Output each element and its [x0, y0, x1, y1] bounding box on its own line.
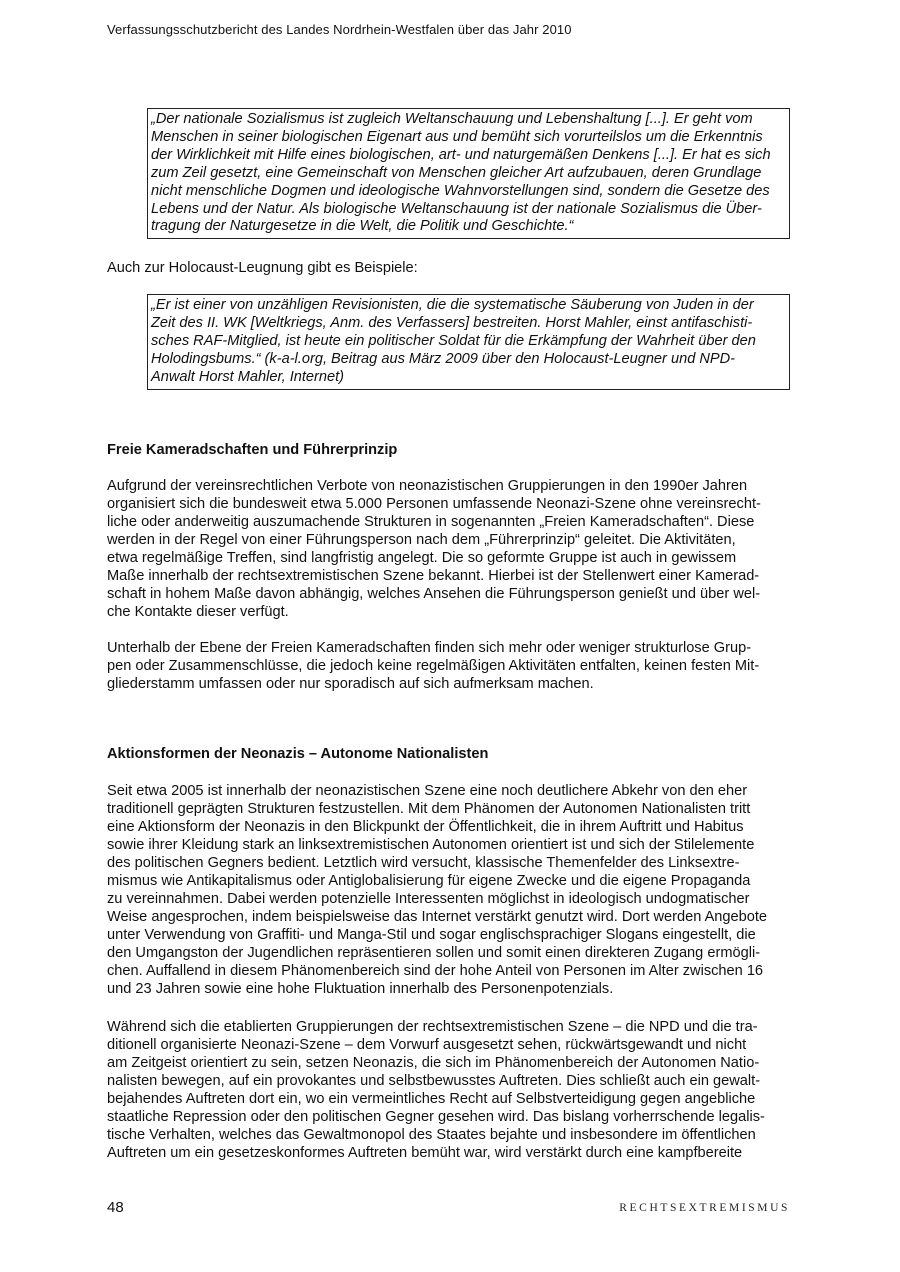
quote-line: zum Zeil gesetzt, eine Gemeinschaft von Menschen gleicher Art aufzubauen, deren Grundlage — [151, 164, 762, 181]
text-line: werden in der Regel von einer Führungsperson nach dem „Führerprinzip“ geleitet. Die Aktivitäten, — [107, 532, 736, 548]
text-line: Auftreten um ein gesetzeskonformes Auftreten bemüht war, wird verstärkt durch eine kampfbereite — [107, 1145, 743, 1161]
text-line: bejahendes Auftreten dort ein, wo ein vermeintliches Recht auf Selbstverteidigung gegen angebliche — [107, 1091, 756, 1107]
section-heading-kameradschaften: Freie Kameradschaften und Führerprinzip — [107, 442, 398, 458]
intro-holocaust-denial: Auch zur Holocaust-Leugnung gibt es Beispiele: — [107, 260, 418, 276]
text-line: nalisten bewegen, auf ein provokantes und selbstbewusstes Auftreten. Dies schließt auch ein gewalt- — [107, 1073, 761, 1089]
text-line: etwa regelmäßige Treffen, sind langfristig angelegt. Die so geformte Gruppe ist auch in gewissem — [107, 550, 737, 566]
text-line: unter Verwendung von Graffiti- und Manga-Stil und sogar englischsprachiger Slogans eingestellt, die — [107, 927, 756, 943]
text-line: Seit etwa 2005 ist innerhalb der neonazistischen Szene eine noch deutlichere Abkehr von den eher — [107, 783, 748, 799]
text-line: chen. Auffallend in diesem Phänomenbereich sind der hohe Anteil von Personen im Alter zwischen 16 — [107, 963, 764, 979]
quote-box-nationalsozialismus — [147, 108, 790, 239]
quote-line: Holodingsbums.“ (k-a-l.org, Beitrag aus März 2009 über den Holocaust-Leugner und NPD- — [151, 350, 736, 367]
text-line: am Zeitgeist orientiert zu sein, setzen Neonazis, die sich im Phänomenbereich der Autonomen Natio- — [107, 1055, 760, 1071]
text-line: und 23 Jahren sowie eine hohe Fluktuation innerhalb des Personenpotenzials. — [107, 981, 614, 997]
text-line: den Umgangston der Jugendlichen repräsentieren sollen und somit einen direkteren Zugang ermögli- — [107, 945, 761, 961]
text-line: sowie ihrer Kleidung stark an linksextremistischen Autonomen orientiert ist und sich der Stilelemente — [107, 837, 755, 853]
quote-line: „Der nationale Sozialismus ist zugleich Weltanschauung und Lebenshaltung [...]. Er geht vom — [151, 111, 753, 127]
text-line: Weise angesprochen, indem beispielsweise das Internet verstärkt genutzt wird. Dort werden Angebote — [107, 909, 768, 925]
quote-line: sches RAF-Mitglied, ist heute ein politischer Soldat für die Erkämpfung der Wahrheit über den — [151, 332, 756, 349]
text-line: ditionell organisierte Neonazi-Szene – dem Vorwurf ausgesetzt sehen, rückwärtsgewandt und nicht — [107, 1037, 747, 1053]
quote-line: Menschen in seiner biologischen Eigenart aus und bemüht sich vorurteilslos um die Erkenntnis — [151, 128, 763, 145]
text-line: che Kontakte dieser verfügt. — [107, 604, 289, 620]
page-number: 48 — [107, 1199, 124, 1216]
quote-line: der Wirklichkeit mit Hilfe eines biologischen, art- und naturgemäßen Denkens [...]. Er hat es sich — [151, 146, 771, 163]
text-line: traditionell geprägten Strukturen festzustellen. Mit dem Phänomen der Autonomen Nationalisten tritt — [107, 801, 751, 817]
text-line: tische Verhalten, welches das Gewaltmonopol des Staates bejahte und insbesondere im öffentlichen — [107, 1127, 756, 1143]
text-line: Während sich die etablierten Gruppierungen der rechtsextremistischen Szene – die NPD und die tra- — [107, 1019, 758, 1035]
text-line: schaft in hohem Maße davon abhängig, welches Ansehen die Führungsperson genießt und über wel- — [107, 586, 761, 602]
section-heading-aktionsformen: Aktionsformen der Neonazis – Autonome Nationalisten — [107, 746, 489, 762]
text-line: eine Aktionsform der Neonazis in den Blickpunkt der Öffentlichkeit, die in ihrem Auftritt und Habitus — [107, 819, 744, 835]
quote-box-holocaust-denial — [147, 294, 790, 390]
text-line: organisiert sich die bundesweit etwa 5.000 Personen umfassende Neonazi-Szene ohne vereinsrecht- — [107, 496, 761, 512]
text-line: gliederstamm umfassen oder nur sporadisch auf sich aufmerksam machen. — [107, 676, 594, 692]
text-line: liche oder anderweitig auszumachende Strukturen in sogenannten „Freien Kameradschaften“. Diese — [107, 514, 755, 530]
quote-line: nicht menschliche Dogmen und ideologische Wahnvorstellungen sind, sondern die Gesetze des — [151, 182, 770, 199]
text-line: pen oder Zusammenschlüsse, die jedoch keine regelmäßigen Aktivitäten entfalten, keinen festen Mit- — [107, 658, 760, 674]
text-line: staatliche Repression oder den politischen Gegner gesehen wird. Das bislang vorherrschende legalis- — [107, 1109, 765, 1125]
text-line: Aufgrund der vereinsrechtlichen Verbote von neonazistischen Gruppierungen in den 1990er Jahren — [107, 478, 748, 494]
quote-line: tragung der Naturgesetze in die Welt, die Politik und Geschichte.“ — [151, 218, 574, 235]
quote-line: Anwalt Horst Mahler, Internet) — [151, 368, 345, 385]
text-line: mismus wie Antikapitalismus oder Antiglobalisierung für eigene Zwecke und die eigene Propaganda — [107, 873, 751, 889]
paragraph-aktionsformen-1 — [107, 782, 787, 998]
quote-line: Zeit des II. WK [Weltkriegs, Anm. des Verfassers] bestreiten. Horst Mahler, einst antifaschisti- — [151, 314, 753, 331]
running-header: Verfassungsschutzbericht des Landes Nordrhein-Westfalen über das Jahr 2010 — [107, 22, 572, 37]
footer-section-label: RECHTSEXTREMISMUS — [619, 1202, 790, 1214]
quote-line: Lebens und der Natur. Als biologische Weltanschauung ist der nationale Sozialismus die Über- — [151, 200, 762, 217]
paragraph-kameradschaften-2 — [107, 639, 787, 693]
text-line: Unterhalb der Ebene der Freien Kameradschaften finden sich mehr oder weniger strukturlose Grup- — [107, 640, 752, 656]
text-line: Maße innerhalb der rechtsextremistischen Szene bekannt. Hierbei ist der Stellenwert einer Kamerad- — [107, 568, 760, 584]
text-line: zu vereinnahmen. Dabei werden potenzielle Interessenten möglichst in ideologisch undogmatischer — [107, 891, 750, 907]
paragraph-kameradschaften-1 — [107, 477, 787, 621]
paragraph-aktionsformen-2 — [107, 1018, 787, 1162]
quote-line: „Er ist einer von unzähligen Revisionisten, die die systematische Säuberung von Juden in der — [151, 297, 754, 313]
text-line: des politischen Gegners bedient. Letztlich wird versucht, klassische Themenfelder des Linksextre- — [107, 855, 740, 871]
